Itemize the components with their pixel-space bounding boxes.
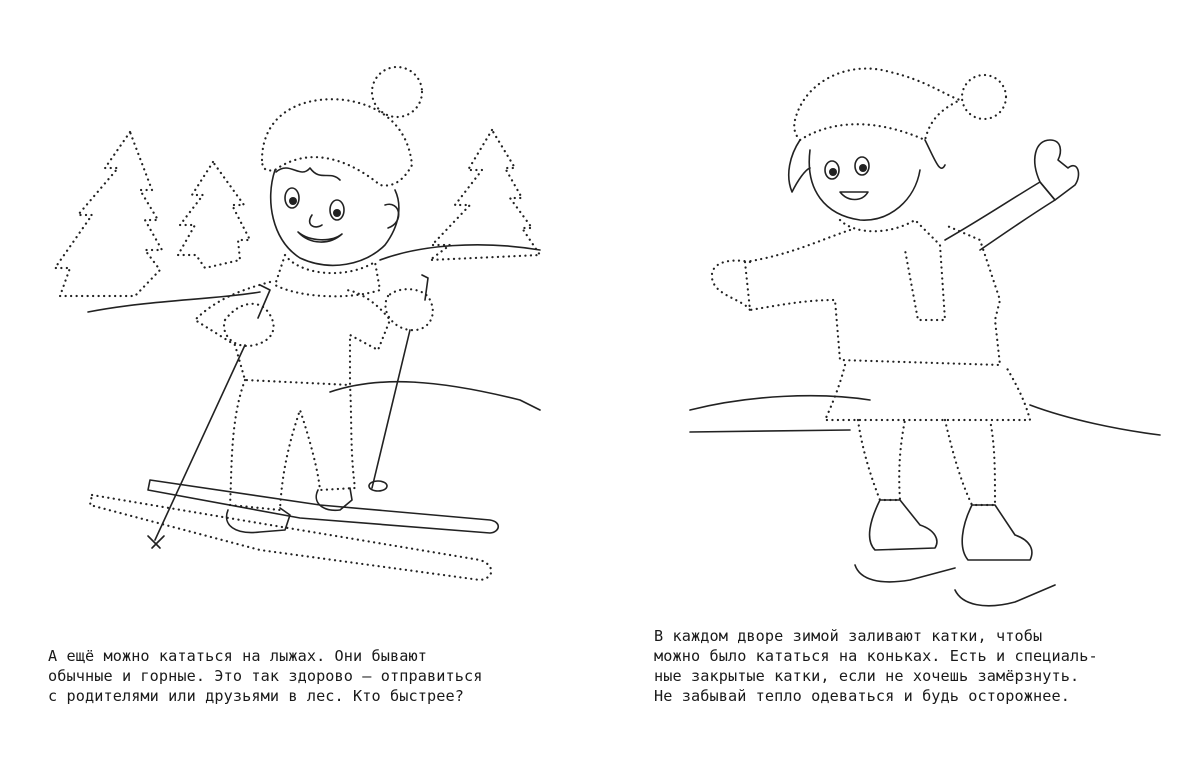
jacket bbox=[195, 282, 390, 385]
caption-line: Не забывай тепло одеваться и будь осторожнее. bbox=[654, 687, 1070, 705]
scarf bbox=[275, 255, 380, 296]
scarf bbox=[840, 220, 945, 320]
caption-line: В каждом дворе зимой заливают катки, чтобы bbox=[654, 627, 1043, 645]
tree-left bbox=[55, 132, 162, 296]
skate bbox=[870, 500, 937, 550]
boy-face bbox=[271, 170, 399, 265]
skate bbox=[962, 505, 1032, 560]
coat bbox=[745, 225, 1000, 365]
right-page bbox=[600, 0, 1200, 780]
left-mitten bbox=[712, 261, 750, 310]
leg bbox=[858, 420, 905, 500]
skate-blade bbox=[855, 565, 955, 582]
caption-line: с родителями или друзьями в лес. Кто быстрее? bbox=[48, 687, 464, 705]
right-mitten bbox=[1035, 140, 1079, 200]
hill-line bbox=[330, 382, 540, 410]
caption-line: А ещё можно кататься на лыжах. Они бывают bbox=[48, 647, 427, 665]
ice-rink-line bbox=[690, 396, 1160, 435]
tree-middle bbox=[178, 162, 250, 268]
raised-arm bbox=[945, 182, 1055, 250]
ski bbox=[148, 480, 498, 533]
skirt bbox=[825, 365, 1030, 420]
boy-skiing-illustration bbox=[0, 0, 600, 620]
tree-right bbox=[430, 130, 540, 260]
caption-line: обычные и горные. Это так здорово — отправиться bbox=[48, 667, 483, 685]
boy-hair bbox=[276, 168, 340, 180]
left-mitten bbox=[224, 304, 274, 346]
girl-mouth bbox=[840, 192, 868, 200]
skate-blade bbox=[955, 585, 1055, 606]
hat-pompom bbox=[372, 67, 422, 117]
pants bbox=[230, 380, 355, 510]
boy-mouth bbox=[298, 232, 342, 242]
caption-line: можно было кататься на коньках. Есть и специаль- bbox=[654, 647, 1098, 665]
boot bbox=[227, 508, 290, 533]
leg bbox=[945, 420, 995, 505]
girl-skating-illustration bbox=[600, 0, 1200, 620]
caption-right bbox=[654, 626, 1098, 706]
hat-pompom bbox=[962, 75, 1006, 119]
caption-left bbox=[48, 646, 482, 706]
girl-face bbox=[809, 150, 920, 220]
hat bbox=[262, 99, 412, 185]
boy-nose bbox=[310, 215, 322, 227]
caption-line: ные закрытые катки, если не хочешь замёрзнуть. bbox=[654, 667, 1080, 685]
hat bbox=[794, 69, 960, 140]
